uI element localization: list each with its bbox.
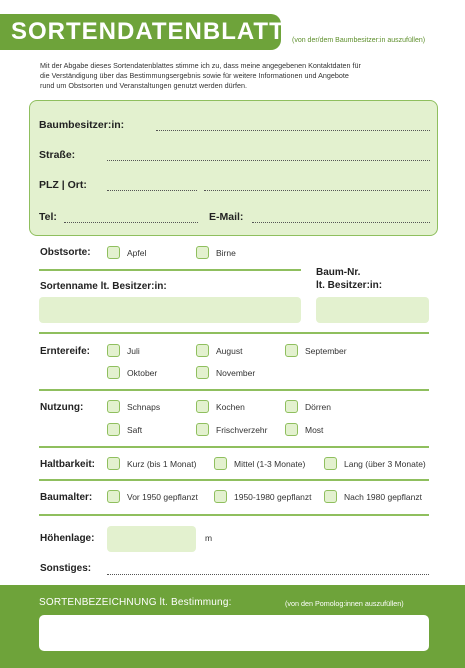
option-august[interactable]: August <box>196 344 242 357</box>
checkbox[interactable] <box>214 457 227 470</box>
option-schnaps[interactable]: Schnaps <box>107 400 160 413</box>
checkbox[interactable] <box>107 344 120 357</box>
divider <box>39 479 429 481</box>
shelf-life-label: Haltbarkeit: <box>40 459 96 470</box>
determination-note: (von den Pomolog:innen auszufüllen) <box>285 599 404 608</box>
divider <box>39 514 429 516</box>
checkbox[interactable] <box>285 344 298 357</box>
usage-label: Nutzung: <box>40 402 84 413</box>
checkbox[interactable] <box>107 457 120 470</box>
altitude-unit: m <box>205 533 213 543</box>
misc-label: Sonstiges: <box>40 563 92 574</box>
checkbox[interactable] <box>196 366 209 379</box>
fruit-type-label: Obstsorte: <box>40 247 91 258</box>
footer-band <box>0 585 465 668</box>
owner-field[interactable] <box>156 130 430 131</box>
tree-no-label: Baum-Nr. <box>316 267 361 278</box>
checkbox[interactable] <box>196 400 209 413</box>
phone-label: Tel: <box>39 211 57 223</box>
misc-field[interactable] <box>107 574 429 575</box>
option-apfel[interactable]: Apfel <box>107 246 146 259</box>
owner-label: Baumbesitzer:in: <box>39 119 125 131</box>
checkbox[interactable] <box>324 490 337 503</box>
zip-field[interactable] <box>107 190 197 191</box>
phone-field[interactable] <box>64 222 198 223</box>
tree-age-label: Baumalter: <box>40 492 93 503</box>
page-title: SORTENDATENBLATT <box>11 18 285 45</box>
street-field[interactable] <box>107 160 430 161</box>
checkbox[interactable] <box>324 457 337 470</box>
city-label: PLZ | Ort: <box>39 179 87 191</box>
divider <box>39 446 429 448</box>
variety-name-label: Sortenname lt. Besitzer:in: <box>40 281 167 292</box>
determination-title: SORTENBEZEICHNUNG lt. Bestimmung: <box>39 597 232 608</box>
altitude-label: Höhenlage: <box>40 533 95 544</box>
checkbox[interactable] <box>214 490 227 503</box>
tree-no-label-2: lt. Besitzer:in: <box>316 280 383 291</box>
checkbox[interactable] <box>285 400 298 413</box>
option-kurz[interactable]: Kurz (bis 1 Monat) <box>107 457 196 470</box>
divider <box>39 332 429 334</box>
option-nach-1980[interactable]: Nach 1980 gepflanzt <box>324 490 422 503</box>
option-kochen[interactable]: Kochen <box>196 400 245 413</box>
altitude-field[interactable] <box>107 526 196 552</box>
consent-line: rund um Obstsorten und Veranstaltungen genutzt werden dürfen. <box>40 81 247 90</box>
checkbox[interactable] <box>107 400 120 413</box>
variety-name-field[interactable] <box>39 297 301 323</box>
consent-line: die Verständigung über das Bestimmungsergebnis sowie für weitere Informationen und Angebote <box>40 71 349 80</box>
option-vor-1950[interactable]: Vor 1950 gepflanzt <box>107 490 198 503</box>
checkbox[interactable] <box>107 423 120 436</box>
option-frischverzehr[interactable]: Frischverzehr <box>196 423 267 436</box>
checkbox[interactable] <box>107 366 120 379</box>
option-oktober[interactable]: Oktober <box>107 366 157 379</box>
checkbox[interactable] <box>107 246 120 259</box>
option-september[interactable]: September <box>285 344 347 357</box>
option-lang[interactable]: Lang (über 3 Monate) <box>324 457 426 470</box>
email-field[interactable] <box>252 222 430 223</box>
option-mittel[interactable]: Mittel (1-3 Monate) <box>214 457 305 470</box>
checkbox[interactable] <box>196 423 209 436</box>
city-field[interactable] <box>204 190 430 191</box>
divider <box>39 389 429 391</box>
divider <box>39 269 301 271</box>
street-label: Straße: <box>39 149 76 161</box>
option-birne[interactable]: Birne <box>196 246 236 259</box>
harvest-label: Erntereife: <box>40 346 91 357</box>
email-label: E-Mail: <box>209 211 244 223</box>
option-november[interactable]: November <box>196 366 255 379</box>
contact-box <box>29 100 438 236</box>
determination-field[interactable] <box>39 615 429 651</box>
option-1950-1980[interactable]: 1950-1980 gepflanzt <box>214 490 312 503</box>
option-juli[interactable]: Juli <box>107 344 140 357</box>
consent-line: Mit der Abgabe dieses Sortendatenblattes stimme ich zu, dass meine angegebenen Kontaktdaten für <box>40 61 361 70</box>
checkbox[interactable] <box>107 490 120 503</box>
option-most[interactable]: Most <box>285 423 323 436</box>
tree-no-field[interactable] <box>316 297 429 323</box>
title-banner <box>0 14 285 50</box>
consent-text <box>40 61 440 91</box>
title-note: (von der/dem Baumbesitzer:in auszufüllen) <box>292 37 426 44</box>
option-doerren[interactable]: Dörren <box>285 400 331 413</box>
option-saft[interactable]: Saft <box>107 423 142 436</box>
checkbox[interactable] <box>196 344 209 357</box>
checkbox[interactable] <box>285 423 298 436</box>
checkbox[interactable] <box>196 246 209 259</box>
